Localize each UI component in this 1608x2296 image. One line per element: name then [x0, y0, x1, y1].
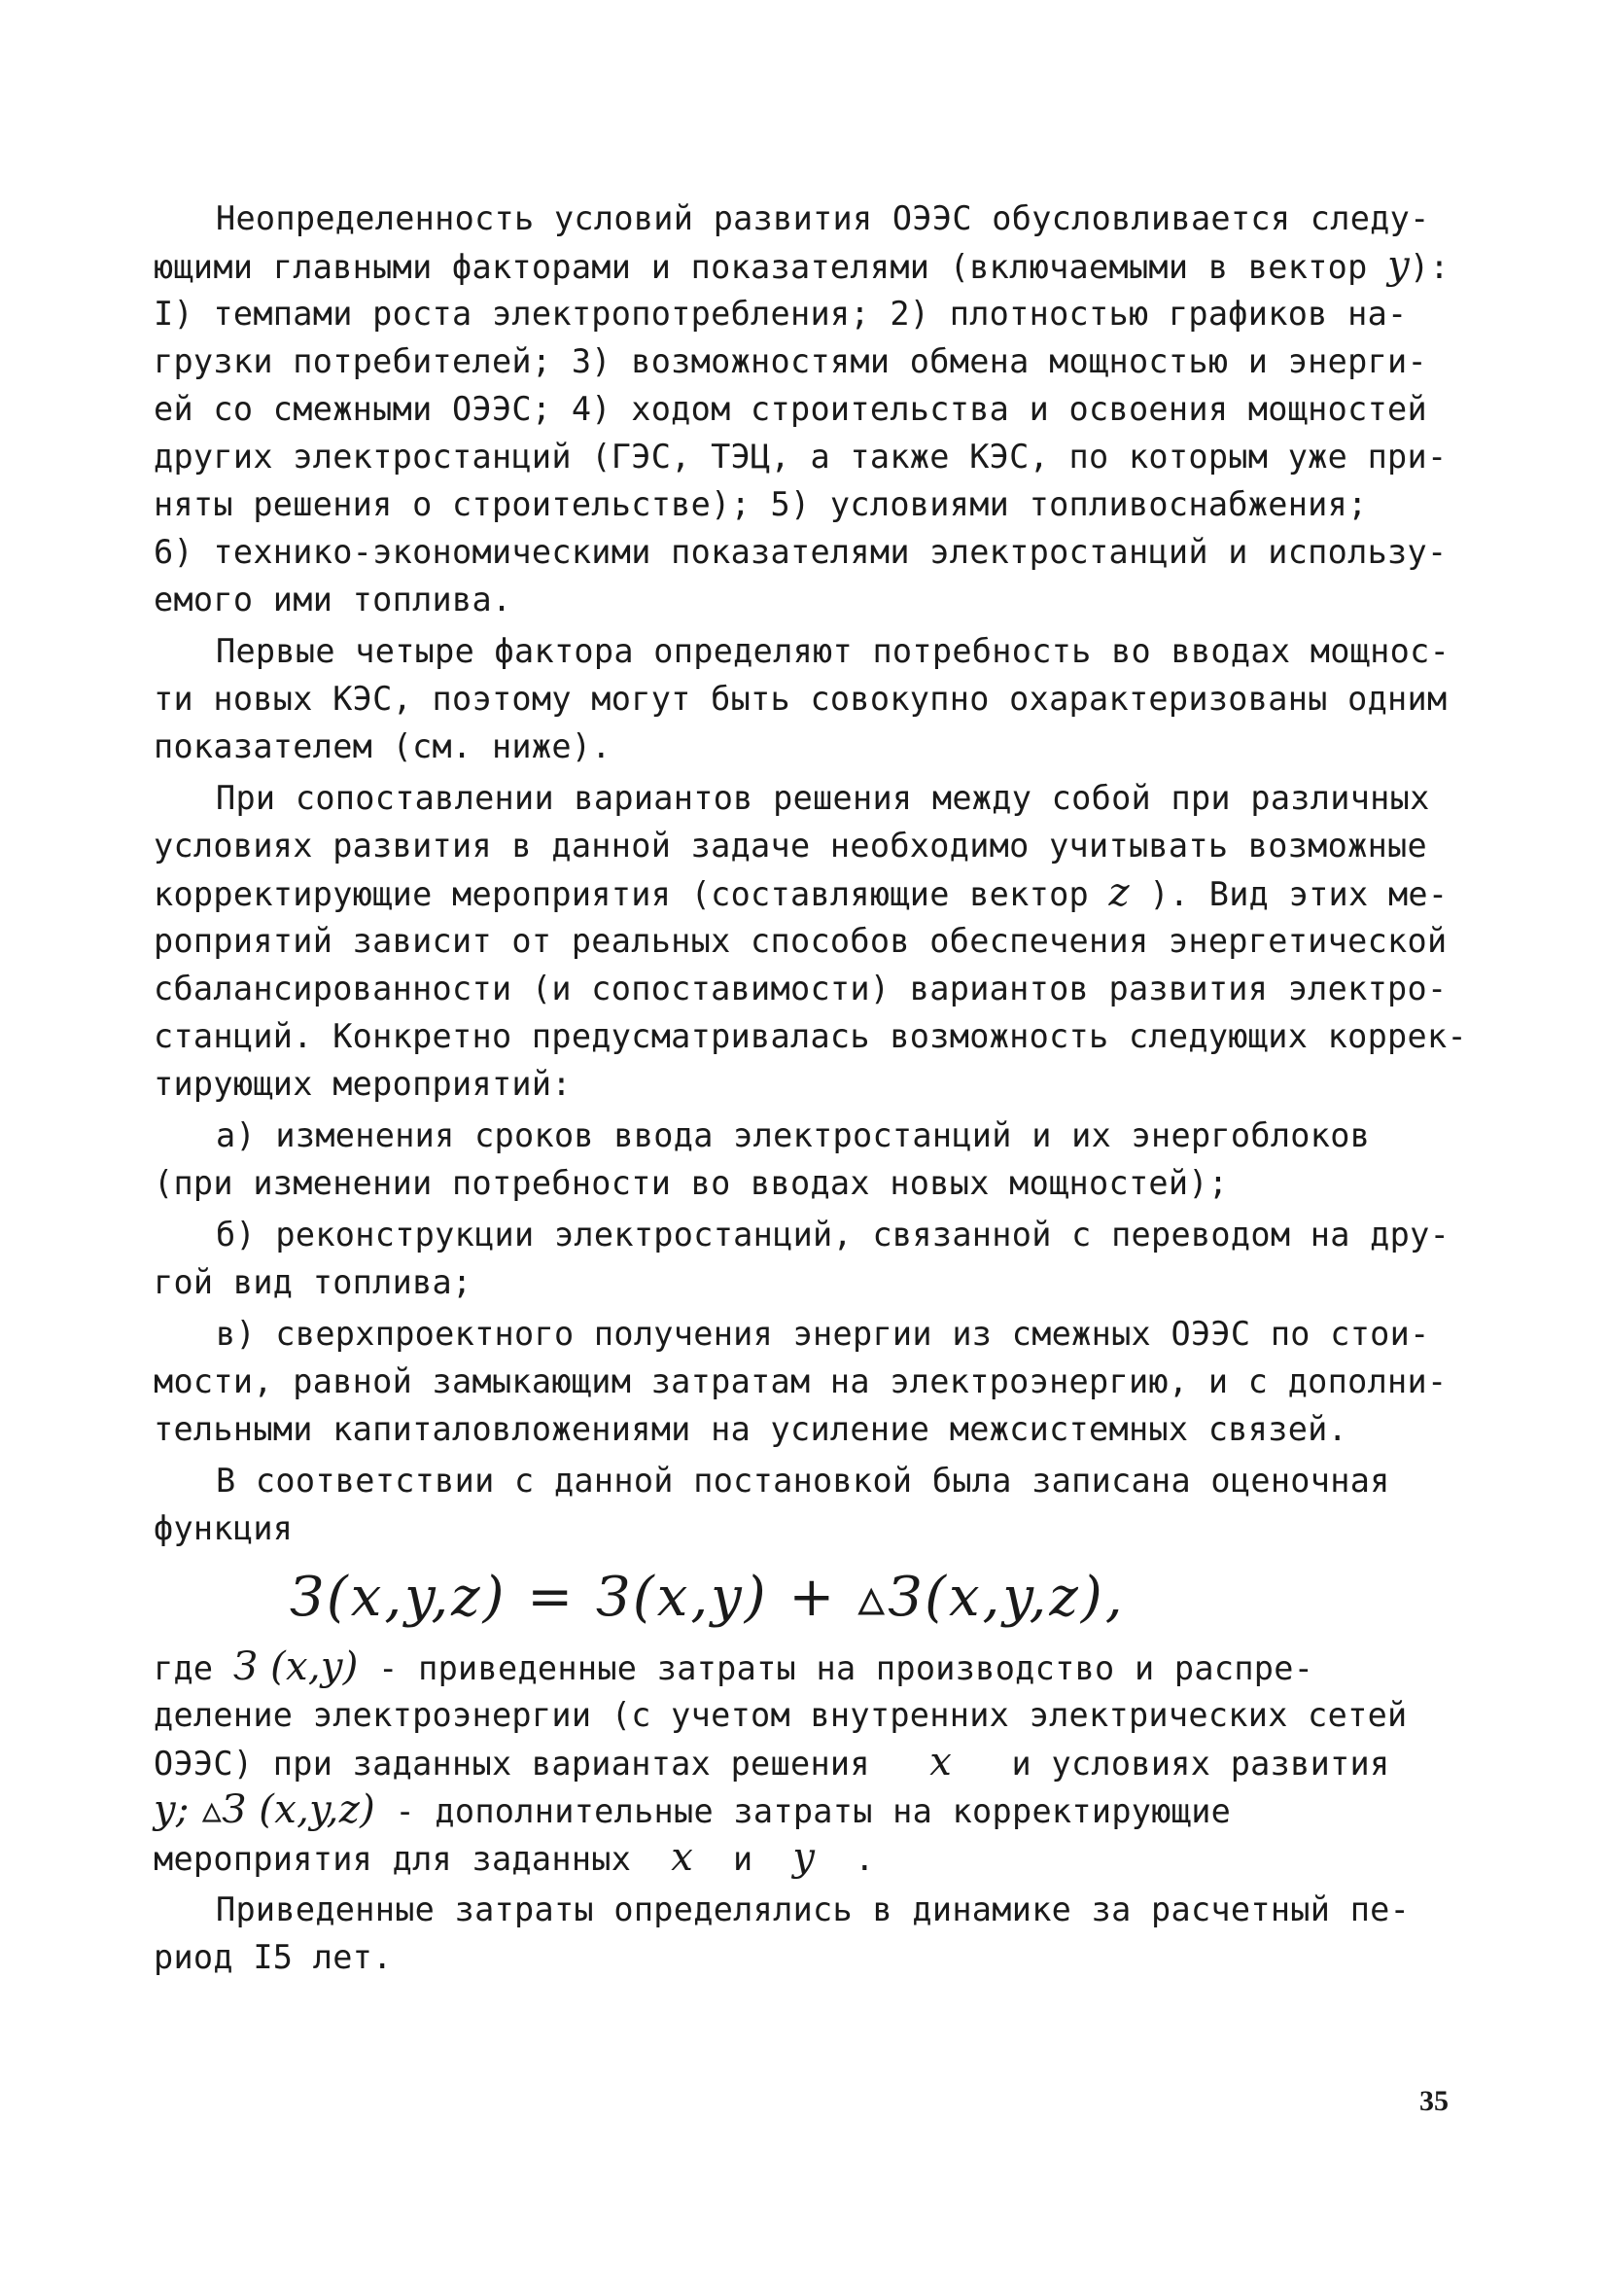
- text-line: [154, 1739, 1476, 1786]
- text-fragment: и условиях развития: [1011, 1745, 1390, 1783]
- text-line: тирующих мероприятий:: [154, 1065, 572, 1103]
- text-line: [154, 869, 1476, 917]
- vector-y-symbol: y: [1387, 243, 1410, 288]
- text-line: функция: [154, 1509, 294, 1547]
- delta-cost-symbol: ; ▵З (x,y,z): [175, 1787, 375, 1832]
- text-line: [154, 242, 1476, 290]
- text-line: Неопределенность условий развития ОЭЭС обусловливается следу-: [216, 199, 1430, 237]
- text-line: сбалансированности (и сопоставимости) вариантов развития электро-: [154, 970, 1448, 1007]
- text-line: условиях развития в данной задаче необходимо учитывать возможные: [154, 827, 1427, 865]
- page-number: 35: [1419, 2085, 1449, 2117]
- text-line: При сопоставлении вариантов решения между собой при различных: [216, 779, 1430, 817]
- text-fragment: ):: [1409, 248, 1450, 286]
- vector-z-symbol: z: [1108, 870, 1130, 915]
- text-line: ти новых КЭС, поэтому могут быть совокупно охарактеризованы одним: [154, 680, 1448, 718]
- text-line: других электростанций (ГЭС, ТЭЦ, а также КЭС, по которым уже при-: [154, 438, 1448, 476]
- text-line: гой вид топлива;: [154, 1263, 472, 1301]
- text-fragment: где: [154, 1649, 214, 1687]
- text-fragment: ОЭЭС) при заданных вариантах решения: [154, 1745, 870, 1783]
- text-line: грузки потребителей; 3) возможностями обмена мощностью и энерги-: [154, 342, 1427, 380]
- page-text: [154, 194, 1476, 1981]
- text-fragment: - дополнительные затраты на корректирующие: [395, 1792, 1232, 1830]
- text-fragment: мероприятия для заданных: [154, 1840, 632, 1878]
- text-line: ей со смежными ОЭЭС; 4) ходом строительства и освоения мощностей: [154, 390, 1427, 428]
- list-item-b: б) реконструкции электростанций, связанной с переводом на дру-: [216, 1216, 1451, 1254]
- text-line: деление электроэнергии (с учетом внутренних электрических сетей: [154, 1696, 1408, 1734]
- text-line: показателем (см. ниже).: [154, 727, 612, 765]
- text-fragment: .: [855, 1840, 875, 1878]
- text-fragment: и: [732, 1840, 753, 1878]
- text-line: мости, равной замыкающим затратам на электроэнергию, и с дополни-: [154, 1362, 1448, 1400]
- text-fragment: корректирующие мероприятия (составляющие вектор: [154, 875, 1090, 913]
- text-line: роприятий зависит от реальных способов обеспечения энергетической: [154, 922, 1448, 960]
- text-line: [154, 1643, 1476, 1691]
- text-fragment: ). Вид этих ме-: [1149, 875, 1449, 913]
- text-line: В соответствии с данной постановкой была записана оценочная: [216, 1462, 1390, 1500]
- text-line: Первые четыре фактора определяют потребность во вводах мощнос-: [216, 632, 1451, 670]
- variable-y-symbol: y: [154, 1787, 176, 1832]
- variable-x-symbol: x: [671, 1835, 694, 1880]
- text-line: тельными капиталовложениями на усиление межсистемных связей.: [154, 1410, 1348, 1448]
- list-item-c: в) сверхпроектного получения энергии из смежных ОЭЭС по стои-: [216, 1315, 1430, 1353]
- text-fragment: - приведенные затраты на производство и распре-: [378, 1649, 1314, 1687]
- cost-function-formula: З(x,y,z) = З(x,y) + ▵З(x,y,z),: [290, 1566, 1126, 1629]
- text-line: Приведенные затраты определялись в динамике за расчетный пе-: [216, 1890, 1411, 1928]
- text-line: риод I5 лет.: [154, 1938, 393, 1976]
- list-item-a: а) изменения сроков ввода электростанций и их энергоблоков: [216, 1116, 1371, 1154]
- text-line: емого ими топлива.: [154, 581, 512, 618]
- text-line: I) темпами роста электропотребления; 2) плотностью графиков на-: [154, 295, 1408, 333]
- text-fragment: ющими главными факторами и показателями (включаемыми в вектор: [154, 248, 1368, 286]
- variable-x-symbol: x: [929, 1740, 953, 1784]
- text-line: 6) технико-экономическими показателями электростанций и использу-: [154, 533, 1448, 571]
- text-line: станций. Конкретно предусматривалась возможность следующих коррек-: [154, 1017, 1467, 1055]
- variable-y-symbol: y: [792, 1835, 816, 1880]
- text-line: [154, 1834, 1476, 1882]
- text-line: няты решения о строительстве); 5) условиями топливоснабжения;: [154, 485, 1368, 523]
- text-line: [154, 1786, 1476, 1834]
- text-line: (при изменении потребности во вводах новых мощностей);: [154, 1164, 1229, 1202]
- cost-symbol: З (x,y): [232, 1644, 359, 1689]
